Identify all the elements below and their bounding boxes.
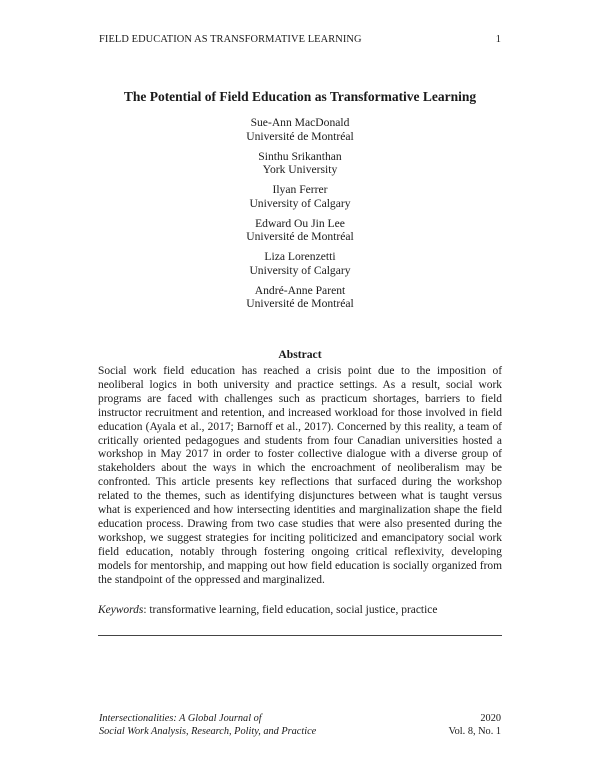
author-name: Edward Ou Jin Lee <box>255 216 345 230</box>
publication-year: 2020 <box>480 713 501 724</box>
author-list <box>0 116 600 317</box>
journal-name-line2: Social Work Analysis, Research, Polity, and Practice <box>99 725 317 737</box>
author-affiliation: University of Calgary <box>249 196 351 210</box>
page-footer <box>99 713 501 738</box>
author-name: Sinthu Srikanthan <box>258 149 342 163</box>
abstract-text: Social work field education has reached a crisis point due to the imposition of neoliberal logics in both university and practice settings. As a result, social work programs are faced with challenges such as practicum shortages, barriers to field instructor recruitment and retention, and increased workload for those involved in field education (Ayala et al., 2017; Barnoff et al., 2017). Concerned by this reality, a team of critically oriented pedagogues and students from four Canadian universities hosted a workshop in May 2017 in order to foster collective dialogue with a diverse group of stakeholders about the ways in which the encroachment of neoliberalism may be confronted. This article presents key reflections that surfaced during the workshop related to the themes, such as identifying disjunctures between what is taught versus what is experienced and how intersecting identities and marginalization shape the field education process. Drawing from two case studies that were also presented during the workshop, we suggest strategies for inciting politicized and emancipatory social work field education, notably through fostering ongoing critical reflexivity, developing models for mentorship, and mapping out how field education is socially organized from the standpoint of the oppressed and marginalized. <box>98 365 502 586</box>
author-affiliation: Université de Montréal <box>246 230 354 243</box>
keywords-label: Keywords <box>98 604 144 616</box>
author-block <box>0 150 600 177</box>
author-block <box>0 284 600 311</box>
abstract-heading: Abstract <box>278 348 322 361</box>
author-name: Liza Lorenzetti <box>264 250 336 263</box>
running-head <box>99 33 501 46</box>
author-block <box>0 183 600 210</box>
author-affiliation: University of Calgary <box>249 263 351 277</box>
running-title: FIELD EDUCATION AS TRANSFORMATIVE LEARNING <box>99 34 362 45</box>
author-affiliation: Université de Montréal <box>246 297 354 310</box>
author-affiliation: York University <box>262 163 338 176</box>
author-affiliation: Université de Montréal <box>246 129 354 143</box>
page-number: 1 <box>495 34 501 45</box>
journal-citation <box>99 713 316 738</box>
author-name: André-Anne Parent <box>254 283 346 297</box>
journal-name-line1: Intersectionalities: A Global Journal of <box>99 713 262 724</box>
article-title: The Potential of Field Education as Transformative Learning <box>123 89 477 104</box>
author-name: Ilyan Ferrer <box>272 183 328 196</box>
author-name: Sue-Ann MacDonald <box>250 116 350 129</box>
keywords-text: : transformative learning, field education, social justice, practice <box>143 604 438 616</box>
author-block <box>0 250 600 277</box>
footer-divider <box>98 635 502 636</box>
volume-issue: Vol. 8, No. 1 <box>448 725 501 737</box>
keywords-line <box>98 603 502 617</box>
issue-info <box>449 713 501 738</box>
author-block <box>0 217 600 244</box>
author-block <box>0 116 600 143</box>
